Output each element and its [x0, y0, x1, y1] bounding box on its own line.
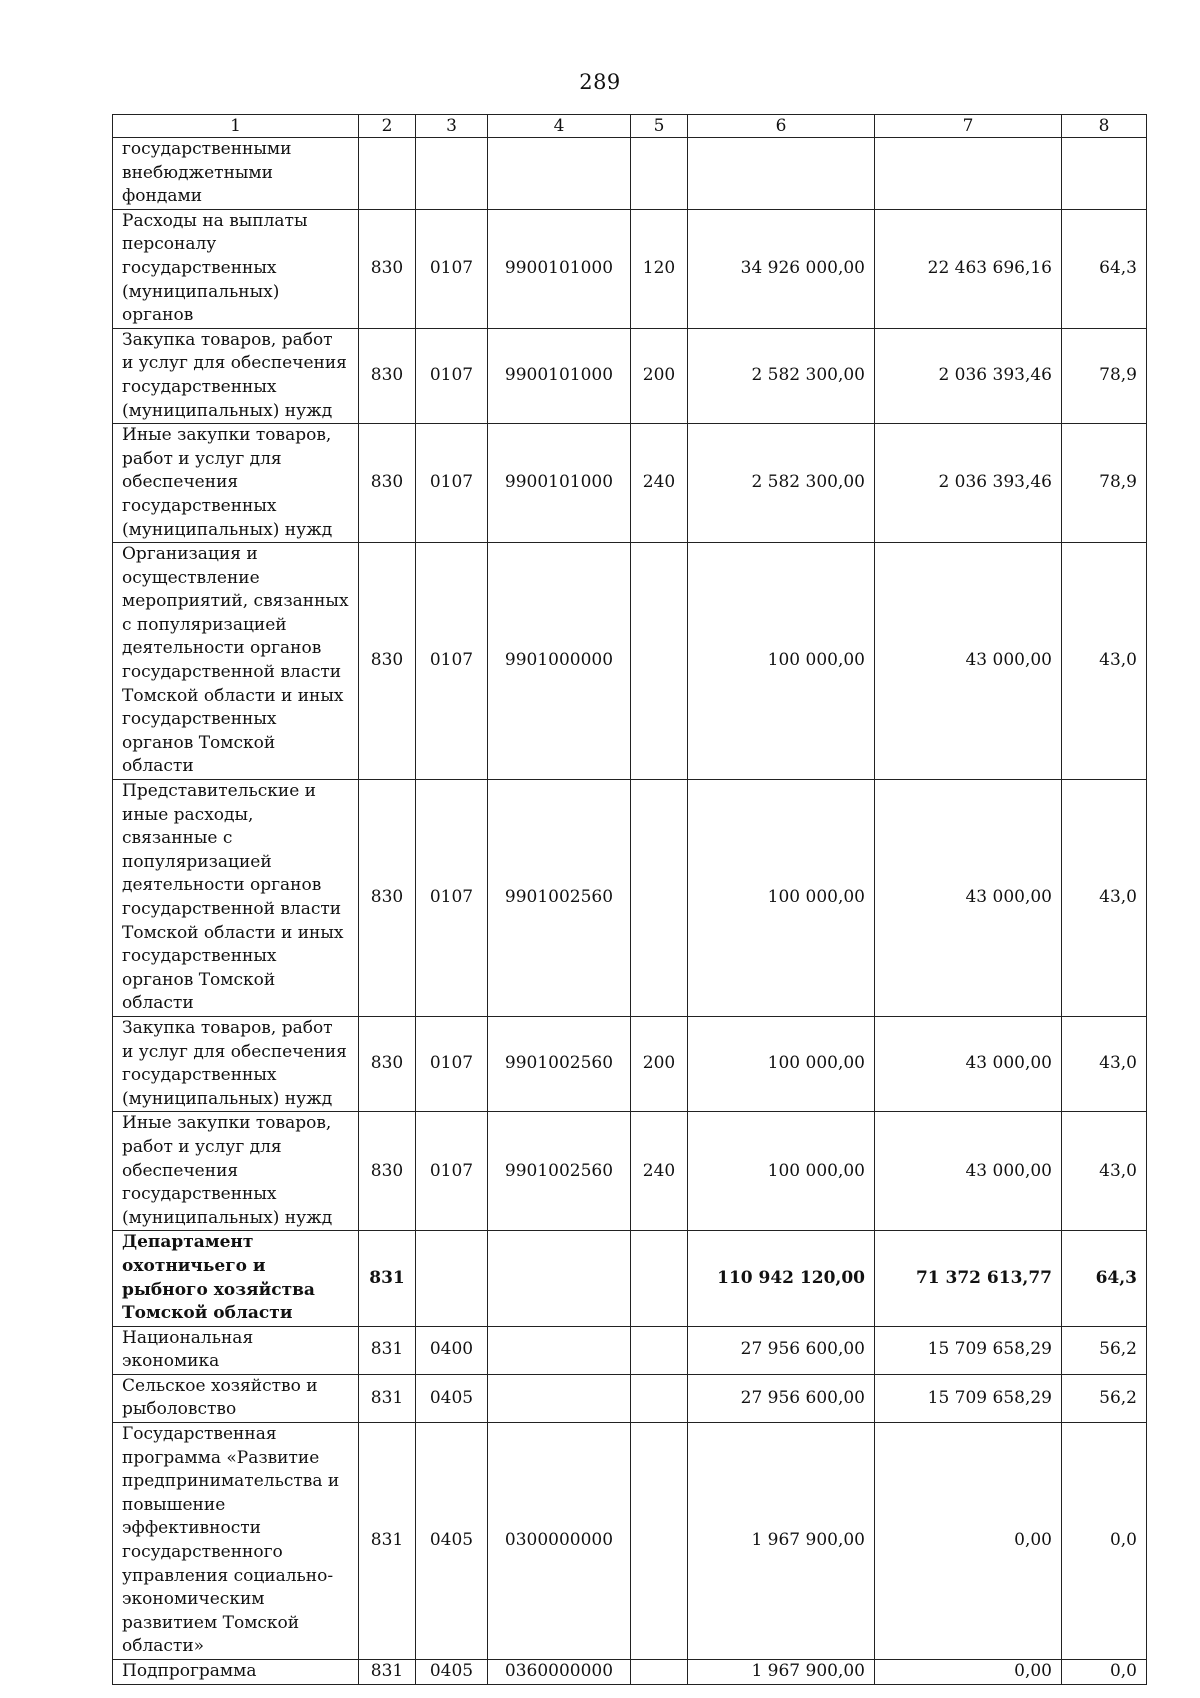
- page-number: 289: [579, 70, 621, 94]
- cell-percent: 78,9: [1062, 328, 1147, 423]
- cell-executed-amount: 0,00: [875, 1423, 1062, 1660]
- cell-percent: 56,2: [1062, 1374, 1147, 1422]
- cell-executed-amount: 43 000,00: [875, 543, 1062, 780]
- cell-section-code: 0107: [416, 209, 488, 328]
- table-row: [113, 1423, 1147, 1660]
- cell-percent: 0,0: [1062, 1660, 1147, 1685]
- cell-executed-amount: 2 036 393,46: [875, 328, 1062, 423]
- table-body: [113, 138, 1147, 1685]
- table-row: [113, 1112, 1147, 1231]
- cell-name: Закупка товаров, работ и услуг для обеспечения государственных (муниципальных) нужд: [113, 328, 359, 423]
- cell-expense-type: [631, 543, 688, 780]
- cell-grbs-code: 830: [359, 1016, 416, 1111]
- cell-executed-amount: 15 709 658,29: [875, 1326, 1062, 1374]
- cell-executed-amount: 71 372 613,77: [875, 1231, 1062, 1326]
- cell-grbs-code: 831: [359, 1326, 416, 1374]
- cell-target-code: 0360000000: [488, 1660, 631, 1685]
- table-row: [113, 1660, 1147, 1685]
- column-header: 4: [488, 115, 631, 138]
- cell-target-code: [488, 1374, 631, 1422]
- table-header-row: [113, 115, 1147, 138]
- cell-section-code: 0405: [416, 1423, 488, 1660]
- cell-percent: [1062, 138, 1147, 210]
- cell-plan-amount: [688, 138, 875, 210]
- cell-grbs-code: 831: [359, 1231, 416, 1326]
- cell-name: Национальная экономика: [113, 1326, 359, 1374]
- cell-section-code: 0107: [416, 1112, 488, 1231]
- cell-target-code: 9901002560: [488, 1112, 631, 1231]
- cell-target-code: [488, 138, 631, 210]
- cell-executed-amount: 43 000,00: [875, 1112, 1062, 1231]
- cell-percent: 78,9: [1062, 424, 1147, 543]
- cell-section-code: 0400: [416, 1326, 488, 1374]
- cell-executed-amount: 43 000,00: [875, 780, 1062, 1017]
- cell-grbs-code: 830: [359, 424, 416, 543]
- table-row: [113, 1231, 1147, 1326]
- cell-plan-amount: 27 956 600,00: [688, 1326, 875, 1374]
- cell-plan-amount: 100 000,00: [688, 1112, 875, 1231]
- cell-executed-amount: 0,00: [875, 1660, 1062, 1685]
- table-row: [113, 543, 1147, 780]
- cell-section-code: [416, 138, 488, 210]
- cell-executed-amount: 22 463 696,16: [875, 209, 1062, 328]
- cell-plan-amount: 100 000,00: [688, 780, 875, 1017]
- table-row: [113, 1016, 1147, 1111]
- cell-section-code: 0107: [416, 1016, 488, 1111]
- cell-expense-type: 200: [631, 328, 688, 423]
- cell-section-code: 0107: [416, 780, 488, 1017]
- cell-name: Организация и осуществление мероприятий, связанных с популяризацией деятельности органов государственной власти Томской области и иных государственных органов Томской области: [113, 543, 359, 780]
- cell-name: Представительские и иные расходы, связанные с популяризацией деятельности органов государственной власти Томской области и иных государственных органов Томской области: [113, 780, 359, 1017]
- cell-grbs-code: 831: [359, 1423, 416, 1660]
- budget-table: [112, 114, 1147, 1685]
- cell-plan-amount: 1 967 900,00: [688, 1423, 875, 1660]
- cell-expense-type: [631, 1423, 688, 1660]
- cell-name: Иные закупки товаров, работ и услуг для обеспечения государственных (муниципальных) нужд: [113, 424, 359, 543]
- cell-grbs-code: [359, 138, 416, 210]
- cell-expense-type: [631, 1660, 688, 1685]
- cell-percent: 56,2: [1062, 1326, 1147, 1374]
- cell-expense-type: [631, 1326, 688, 1374]
- cell-plan-amount: 27 956 600,00: [688, 1374, 875, 1422]
- cell-section-code: 0107: [416, 543, 488, 780]
- cell-plan-amount: 100 000,00: [688, 1016, 875, 1111]
- cell-executed-amount: 43 000,00: [875, 1016, 1062, 1111]
- table-row: [113, 424, 1147, 543]
- cell-grbs-code: 830: [359, 1112, 416, 1231]
- cell-name: Подпрограмма: [113, 1660, 359, 1685]
- column-header: 6: [688, 115, 875, 138]
- cell-expense-type: 120: [631, 209, 688, 328]
- cell-grbs-code: 830: [359, 328, 416, 423]
- cell-target-code: 9900101000: [488, 328, 631, 423]
- table-row: [113, 138, 1147, 210]
- column-header: 3: [416, 115, 488, 138]
- column-header: 5: [631, 115, 688, 138]
- cell-percent: 43,0: [1062, 1112, 1147, 1231]
- cell-name: Сельское хозяйство и рыболовство: [113, 1374, 359, 1422]
- table-row: [113, 209, 1147, 328]
- cell-executed-amount: 2 036 393,46: [875, 424, 1062, 543]
- column-header: 2: [359, 115, 416, 138]
- cell-expense-type: 240: [631, 424, 688, 543]
- cell-grbs-code: 830: [359, 209, 416, 328]
- table-row: [113, 328, 1147, 423]
- cell-percent: 64,3: [1062, 1231, 1147, 1326]
- cell-percent: 0,0: [1062, 1423, 1147, 1660]
- cell-expense-type: [631, 1374, 688, 1422]
- cell-expense-type: 200: [631, 1016, 688, 1111]
- cell-grbs-code: 831: [359, 1660, 416, 1685]
- column-header: 1: [113, 115, 359, 138]
- column-header: 8: [1062, 115, 1147, 138]
- cell-grbs-code: 831: [359, 1374, 416, 1422]
- cell-executed-amount: 15 709 658,29: [875, 1374, 1062, 1422]
- cell-percent: 43,0: [1062, 543, 1147, 780]
- cell-percent: 43,0: [1062, 780, 1147, 1017]
- cell-section-code: 0405: [416, 1374, 488, 1422]
- cell-section-code: [416, 1231, 488, 1326]
- cell-name: Расходы на выплаты персоналу государственных (муниципальных) органов: [113, 209, 359, 328]
- cell-plan-amount: 2 582 300,00: [688, 328, 875, 423]
- cell-expense-type: [631, 780, 688, 1017]
- cell-percent: 43,0: [1062, 1016, 1147, 1111]
- table-row: [113, 780, 1147, 1017]
- cell-grbs-code: 830: [359, 780, 416, 1017]
- cell-executed-amount: [875, 138, 1062, 210]
- cell-name: Иные закупки товаров, работ и услуг для обеспечения государственных (муниципальных) нужд: [113, 1112, 359, 1231]
- cell-name: Департамент охотничьего и рыбного хозяйства Томской области: [113, 1231, 359, 1326]
- cell-section-code: 0107: [416, 328, 488, 423]
- table-row: [113, 1374, 1147, 1422]
- cell-plan-amount: 1 967 900,00: [688, 1660, 875, 1685]
- column-header: 7: [875, 115, 1062, 138]
- cell-expense-type: [631, 1231, 688, 1326]
- cell-percent: 64,3: [1062, 209, 1147, 328]
- cell-target-code: 9901002560: [488, 1016, 631, 1111]
- cell-target-code: 9900101000: [488, 424, 631, 543]
- cell-plan-amount: 110 942 120,00: [688, 1231, 875, 1326]
- cell-target-code: 0300000000: [488, 1423, 631, 1660]
- table-row: [113, 1326, 1147, 1374]
- cell-section-code: 0107: [416, 424, 488, 543]
- cell-target-code: 9901002560: [488, 780, 631, 1017]
- cell-target-code: 9901000000: [488, 543, 631, 780]
- cell-section-code: 0405: [416, 1660, 488, 1685]
- cell-name: Государственная программа «Развитие предпринимательства и повышение эффективности государственного управления социально-экономическим развитием Томской области»: [113, 1423, 359, 1660]
- cell-plan-amount: 100 000,00: [688, 543, 875, 780]
- cell-name: государственными внебюджетными фондами: [113, 138, 359, 210]
- cell-target-code: [488, 1326, 631, 1374]
- cell-target-code: 9900101000: [488, 209, 631, 328]
- cell-expense-type: [631, 138, 688, 210]
- cell-target-code: [488, 1231, 631, 1326]
- cell-name: Закупка товаров, работ и услуг для обеспечения государственных (муниципальных) нужд: [113, 1016, 359, 1111]
- cell-grbs-code: 830: [359, 543, 416, 780]
- cell-expense-type: 240: [631, 1112, 688, 1231]
- cell-plan-amount: 2 582 300,00: [688, 424, 875, 543]
- cell-plan-amount: 34 926 000,00: [688, 209, 875, 328]
